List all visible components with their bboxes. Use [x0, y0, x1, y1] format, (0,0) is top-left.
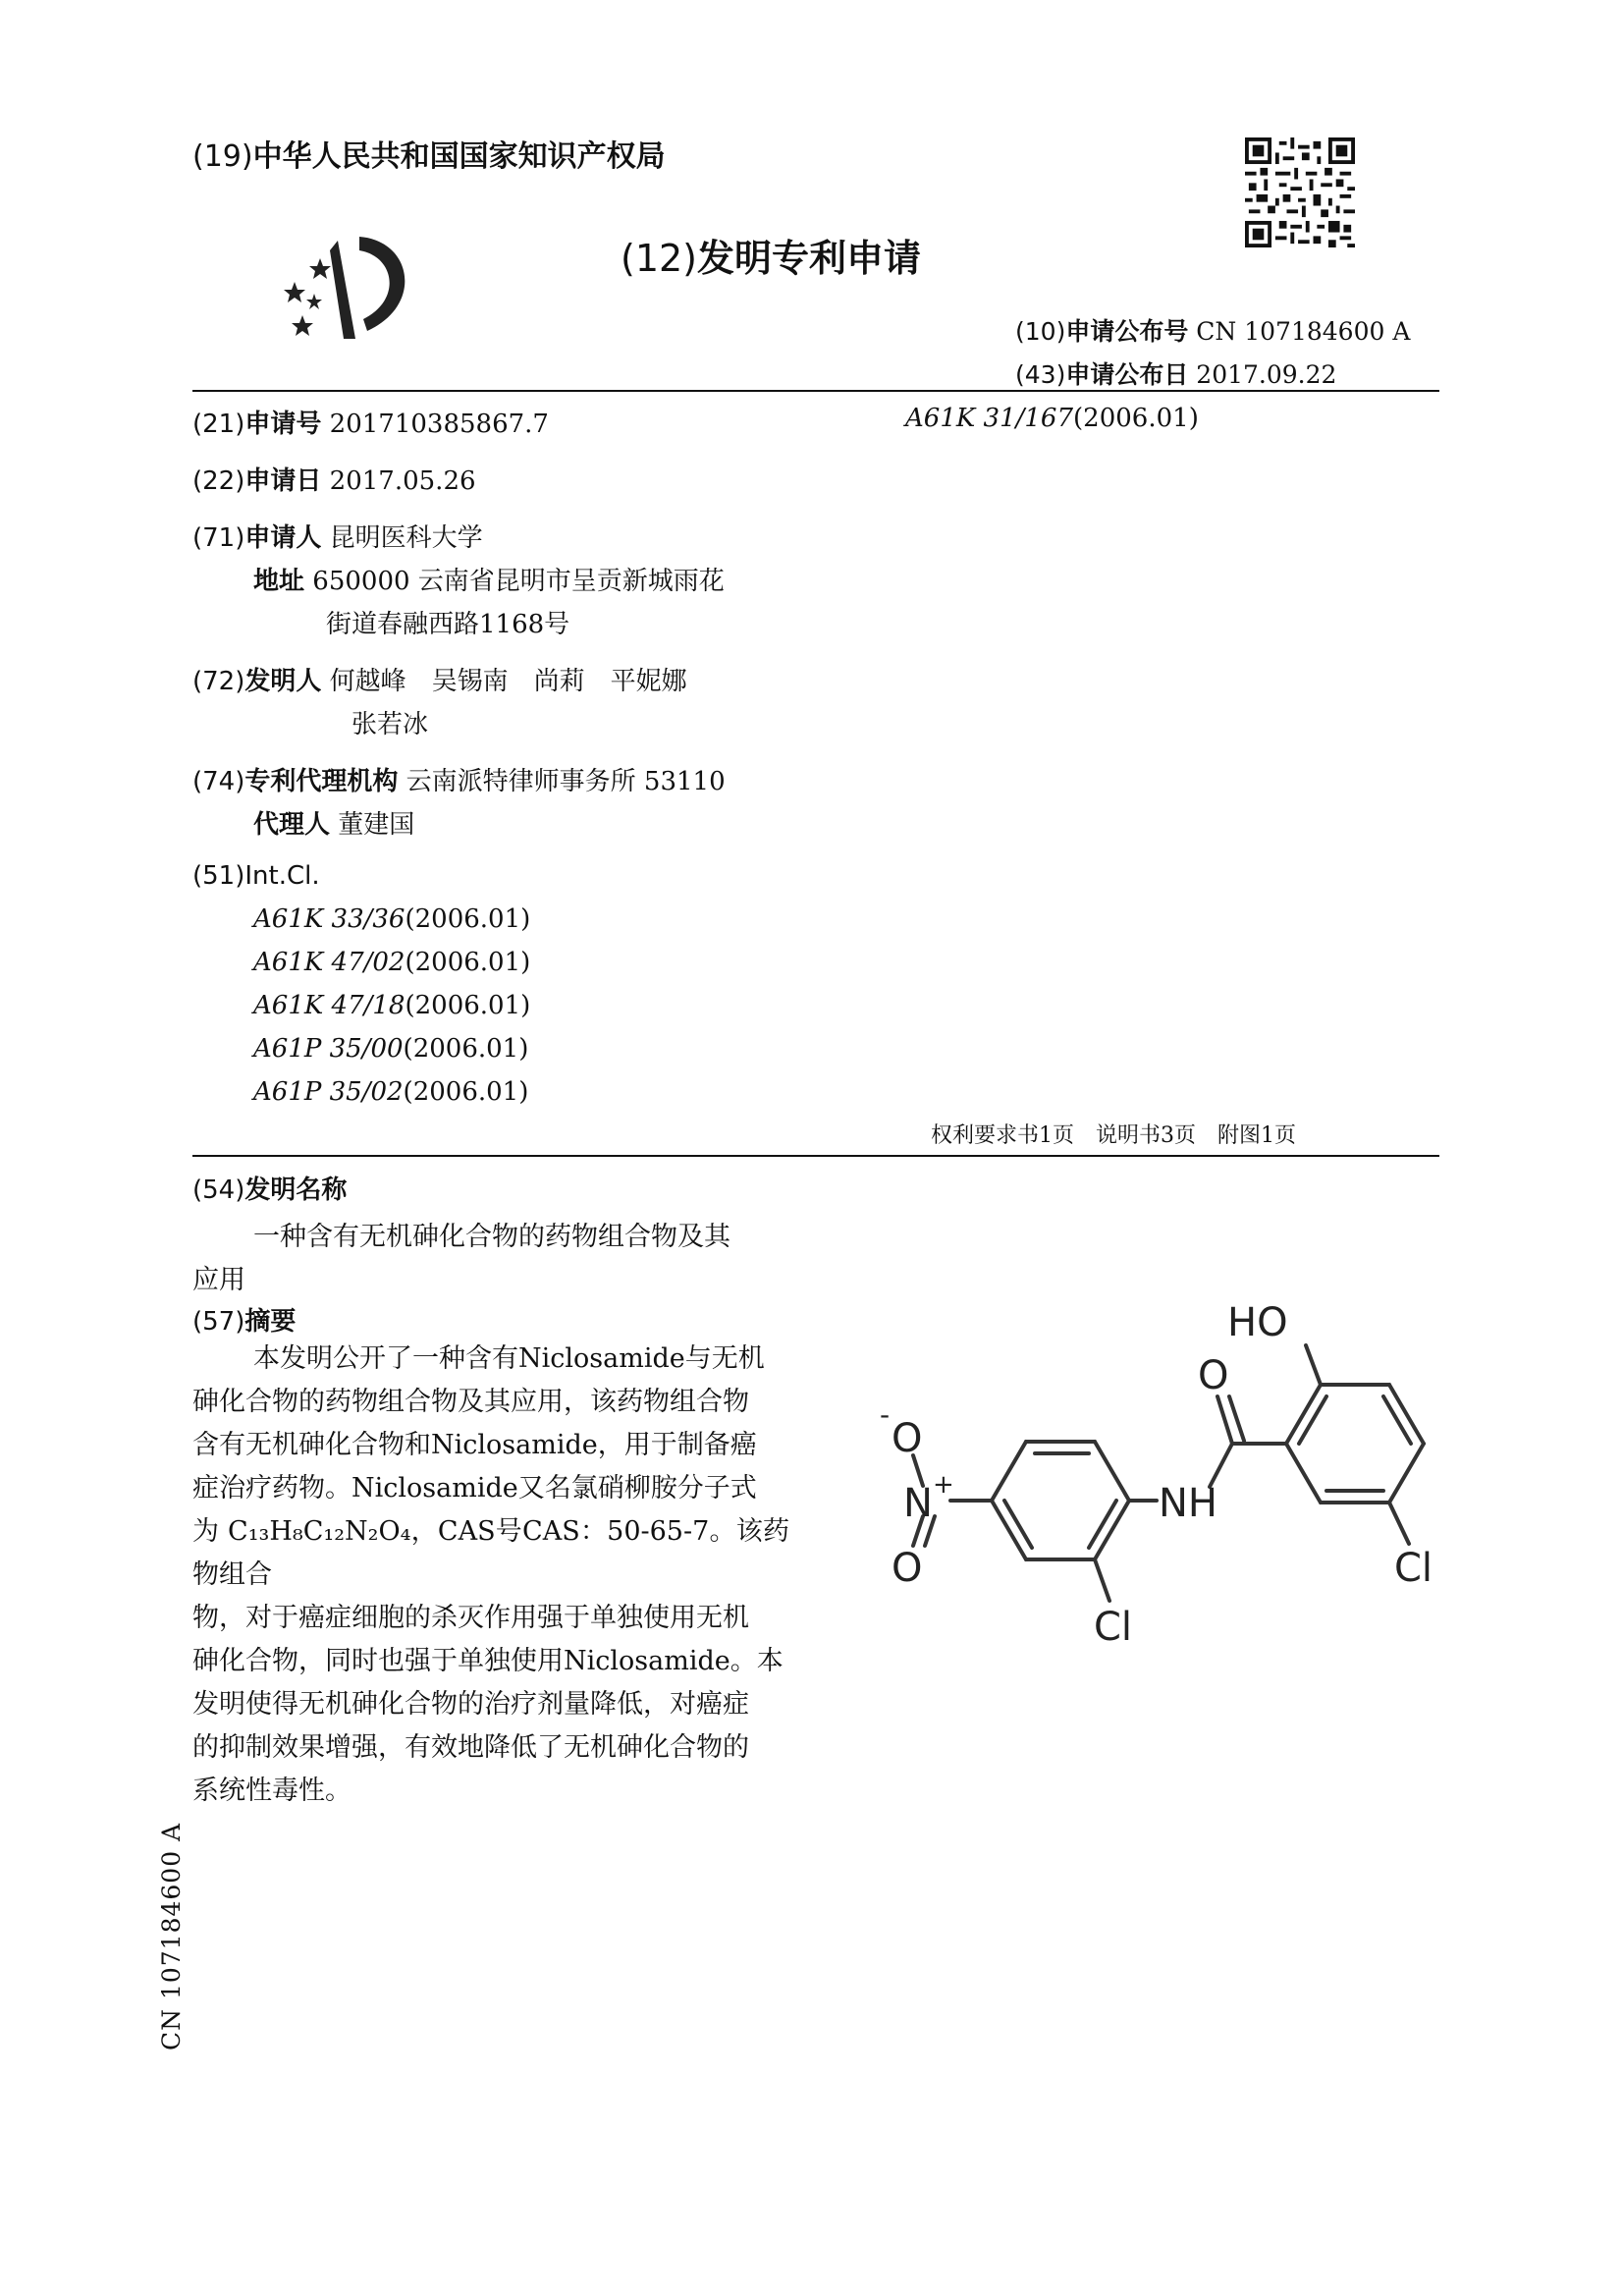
agency-code: (74) — [192, 767, 245, 796]
app-date-line — [192, 461, 476, 497]
atom-label-o: O — [1198, 1353, 1229, 1398]
intcl-version: (2006.01) — [403, 1034, 529, 1064]
atom-label-cl: Cl — [1094, 1605, 1133, 1650]
agency: 云南派特律师事务所 53110 — [406, 767, 726, 796]
atom-label-o: O — [892, 1546, 923, 1591]
intcl-version: (2006.01) — [405, 948, 531, 977]
intcl-version: (2006.01) — [403, 1077, 529, 1107]
atom-label-n: N — [903, 1481, 933, 1526]
atom-label-ho: HO — [1227, 1300, 1288, 1345]
bond — [1299, 1396, 1326, 1444]
abstract-heading — [192, 1301, 296, 1338]
intcl-class: A61K 33/36 — [253, 904, 406, 934]
intcl-item — [253, 991, 530, 1020]
abstract-line: 发明使得无机砷化合物的治疗剂量降低，对癌症 — [192, 1689, 749, 1720]
agency-label: 专利代理机构 — [244, 767, 399, 796]
bond — [1286, 1444, 1321, 1503]
abstract-line: 含有无机砷化合物和Niclosamide，用于制备癌 — [192, 1430, 757, 1460]
applicant-line — [192, 518, 483, 554]
title-label: 发明名称 — [244, 1175, 348, 1205]
bond — [1095, 1442, 1129, 1501]
title-heading — [192, 1170, 347, 1206]
intcl-version: (2006.01) — [405, 991, 531, 1020]
bond — [992, 1442, 1026, 1501]
qr-code-icon — [1245, 137, 1355, 247]
atom-label-nh: NH — [1159, 1481, 1217, 1526]
right-class: A61K 31/167 — [905, 404, 1074, 433]
intcl-item — [253, 904, 530, 934]
abstract-line: 本发明公开了一种含有Niclosamide与无机 — [253, 1343, 765, 1374]
cnipa-logo-icon — [265, 221, 432, 349]
atom-label-cl: Cl — [1394, 1546, 1433, 1591]
intcl-item — [253, 948, 530, 977]
app-date-code: (22) — [192, 466, 245, 496]
abstract-line: 砷化合物，同时也强于单独使用Niclosamide。本 — [192, 1646, 784, 1676]
pub-date-label: 申请公布日 — [1065, 360, 1189, 389]
intcl-class: A61P 35/02 — [253, 1077, 404, 1107]
biblio-divider — [192, 1155, 1439, 1157]
agent: 董建国 — [338, 810, 415, 840]
invention-title-line2: 应用 — [192, 1265, 245, 1295]
niclosamide-structure — [844, 1286, 1463, 1660]
inventors-line1: 何越峰 吴锡南 尚莉 平妮娜 — [329, 667, 687, 696]
agent-label: 代理人 — [253, 810, 331, 840]
intcl-code: (51) — [192, 861, 245, 891]
inventors-line — [192, 661, 687, 697]
intcl-item — [253, 1077, 528, 1107]
app-no-label: 申请号 — [244, 410, 322, 439]
address-line — [253, 561, 725, 597]
pub-no-label: 申请公布号 — [1065, 317, 1189, 346]
header-divider — [192, 390, 1439, 392]
address-label: 地址 — [253, 567, 305, 596]
doc-type-code: (12) — [621, 237, 698, 280]
intcl-heading — [192, 861, 320, 891]
pub-date-code: (43) — [1015, 360, 1066, 389]
applicant-code: (71) — [192, 523, 245, 553]
intcl-item — [253, 1034, 528, 1064]
pub-date-line — [1015, 355, 1336, 391]
right-class-version: (2006.01) — [1073, 404, 1199, 433]
bond — [1389, 1503, 1409, 1544]
charge-plus: + — [933, 1470, 954, 1500]
app-no: 201710385867.7 — [329, 410, 549, 439]
invention-title-line1: 一种含有无机砷化合物的药物组合物及其 — [253, 1222, 730, 1252]
agent-line — [253, 804, 414, 841]
abstract-label: 摘要 — [244, 1307, 297, 1337]
abstract-line: 砷化合物的药物组合物及其应用，该药物组合物 — [192, 1387, 749, 1417]
charge-minus: - — [880, 1398, 891, 1431]
inventors-code: (72) — [192, 667, 245, 696]
atom-label-o-minus: O — [892, 1416, 923, 1461]
inventors-label: 发明人 — [244, 667, 322, 696]
address-line1: 650000 云南省昆明市呈贡新城雨花 — [312, 567, 725, 596]
abstract-line: 症治疗药物。Niclosamide又名氯硝柳胺分子式 — [192, 1473, 757, 1503]
app-date: 2017.05.26 — [329, 466, 476, 496]
bond — [1389, 1444, 1424, 1503]
bond — [1306, 1345, 1321, 1385]
agency-line — [192, 761, 726, 797]
bond — [1095, 1559, 1109, 1601]
abstract-line: 为 C₁₃H₈C₁₂N₂O₄，CAS号CAS：50-65-7。该药物组合 — [192, 1516, 789, 1590]
address-line-2 — [326, 604, 569, 640]
office-name: 中华人民共和国国家知识产权局 — [252, 139, 666, 174]
abstract-line: 的抑制效果增强，有效地降低了无机砷化合物的 — [192, 1732, 749, 1763]
app-no-code: (21) — [192, 410, 245, 439]
pub-no: CN 107184600 A — [1196, 317, 1411, 346]
applicant: 昆明医科大学 — [329, 523, 483, 553]
abstract-code: (57) — [192, 1307, 245, 1337]
bond — [1383, 1396, 1411, 1444]
pub-no-code: (10) — [1015, 317, 1066, 346]
side-publication-number: CN 107184600 A — [157, 1822, 186, 2050]
address-line2: 街道春融西路1168号 — [326, 610, 570, 639]
app-no-line — [192, 404, 549, 440]
doc-type: 发明专利申请 — [697, 237, 922, 280]
intcl-class: A61K 47/02 — [253, 948, 406, 977]
bond — [1004, 1501, 1032, 1548]
pub-date: 2017.09.22 — [1196, 360, 1337, 389]
abstract-line: 系统性毒性。 — [192, 1776, 351, 1806]
intcl-version: (2006.01) — [405, 904, 531, 934]
title-code: (54) — [192, 1175, 245, 1205]
intcl-class: A61K 47/18 — [253, 991, 406, 1020]
right-class-line — [905, 404, 1199, 433]
abstract-text — [192, 1338, 789, 1813]
doc-type-line — [621, 228, 921, 282]
pub-number-line — [1015, 312, 1410, 348]
office-code: (19) — [192, 139, 253, 174]
inventors-line-2 — [351, 704, 428, 740]
abstract-line: 物，对于癌症细胞的杀灭作用强于单独使用无机 — [192, 1603, 749, 1633]
office-line — [192, 132, 666, 175]
bond — [1089, 1501, 1116, 1548]
bond — [1229, 1396, 1244, 1441]
intcl-class: A61P 35/00 — [253, 1034, 404, 1064]
intcl-label: Int.Cl. — [244, 861, 320, 891]
app-date-label: 申请日 — [244, 466, 322, 496]
page-counts: 权利要求书1页 说明书3页 附图1页 — [931, 1123, 1296, 1148]
inventors-line2: 张若冰 — [351, 710, 429, 739]
applicant-label: 申请人 — [244, 523, 322, 553]
